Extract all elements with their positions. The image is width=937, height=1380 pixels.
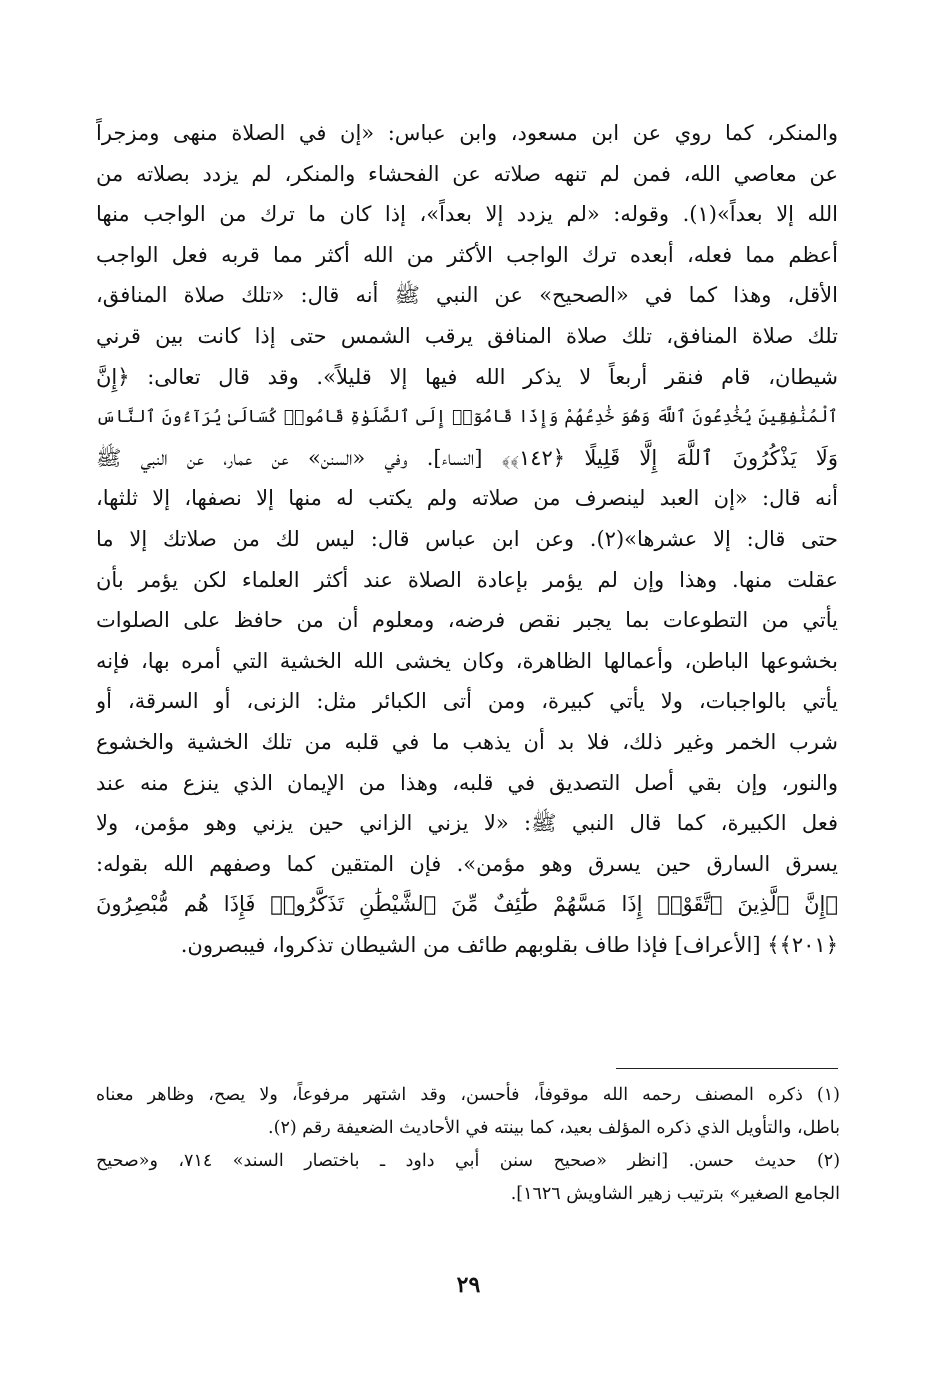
text-line: يسرق السارق حين يسرق وهو مؤمن». فإن المتقين كما وصفهم الله بقوله:: [96, 851, 838, 876]
text-line: أعظم مما فعله، أبعده ترك الواجب الأكثر من الله أكثر مما قربه فعل الواجب: [96, 242, 838, 267]
text-line: تلك صلاة المنافق، تلك صلاة المنافق يرقب الشمس حتى إذا كانت بين قرني: [96, 323, 838, 348]
text-line: شرب الخمر وغير ذلك، فلا بد أن يذهب ما في قلبه من تلك الخشية والخشوع: [96, 729, 838, 754]
quran-verse-line: ﴿إِنَّ ٱلَّذِينَ ٱتَّقَوْا۟ إِذَا مَسَّهُمْ طَٰٓئِفٌ مِّنَ ٱلشَّيْطَٰنِ تَذَكَّرُوا۟ فَإِذَا هُم مُّبْصِرُونَ: [96, 892, 838, 917]
footnote-separator: [616, 1068, 838, 1069]
text-line: يأتي من التطوعات بما يجبر نقص فرضه، ومعلوم أن من حافظ على الصلوات: [96, 608, 838, 633]
footnote-line: باطل، والتأويل الذي ذكره المؤلف بعيد، كما بينته في الأحاديث الضعيفة رقم (٢).: [268, 1118, 840, 1138]
text-line: شيطان، قام فنقر أربعاً لا يذكر الله فيها إلا قليلاً». وقد قال تعالى: ﴿إِنَّ: [96, 364, 838, 389]
text-line: والنور، وإن بقي أصل التصديق في قلبه، وهذا من الإيمان الذي ينزع منه عند: [96, 770, 838, 795]
footnote-line: (١) ذكره المصنف رحمه الله موقوفاً، فأحسن، وقد اشتهر مرفوعاً، ولا يصح، وظاهر معناه: [96, 1085, 840, 1105]
text-line: بخشوعها الباطن، وأعمالها الظاهرة، وكان يخشى الله الخشية التي أمره بها، فإنه: [96, 648, 838, 673]
page-number: ٢٩: [456, 1272, 481, 1298]
text-line: حتى قال: إلا عشرها»(٢). وعن ابن عباس قال: ليس لك من صلاتك إلا ما: [96, 526, 838, 551]
main-text: [96, 113, 838, 965]
quran-verse-line: ٱلْمُنَٰفِقِينَ يُخَٰدِعُونَ ٱللَّهَ وَهُوَ خَٰدِعُهُمْ وَإِذَا قَامُوٓا۟ إِلَى ٱلصَّلَوٰةِ قَامُوا۟ كُسَالَىٰ يُرَآءُونَ ٱلنَّاسَ: [96, 407, 838, 428]
text-line: الله إلا بعداً»(١). وقوله: «لم يزدد إلا بعداً»، إذا كان ما ترك من الواجب منها: [96, 202, 838, 227]
text-line: يأتي بالواجبات، ولا يأتي كبيرة، ومن أتى الكبائر مثل: الزنى، أو السرقة، أو: [96, 689, 838, 714]
footnotes: [96, 1079, 840, 1211]
text-line: والمنكر، كما روي عن ابن مسعود، وابن عباس: «إن في الصلاة منهى ومزجراً: [96, 121, 838, 145]
text-line: فعل الكبيرة، كما قال النبي ﷺ: «لا يزني الزاني حين يزني وهو مؤمن، ولا: [96, 811, 838, 836]
text-line: الأقل، وهذا كما في «الصحيح» عن النبي ﷺ أنه قال: «تلك صلاة المنافق،: [96, 283, 838, 308]
text-line: أنه قال: «إن العبد لينصرف من صلاته ولم يكتب له منها إلا نصفها، إلا ثلثها،: [96, 486, 838, 511]
footnote-line: الجامع الصغير» بترتيب زهير الشاويش ١٦٢٦].: [510, 1184, 840, 1204]
text-line: ﴿٢٠١﴾﴾ [الأعراف] فإذا طاف بقلوبهم طائف من الشيطان تذكروا، فيبصرون.: [180, 932, 838, 957]
quran-verse-line: وَلَا يَذْكُرُونَ ٱللَّهَ إِلَّا قَلِيلًا ﴿١٤٢﴾﴾ [النساء]. وفي «السنن» عن عمار، عن النبي ﷺ: [96, 445, 838, 470]
footnote-line: (٢) حديث حسن. [انظر «صحيح سنن أبي داود ـ باختصار السند» ٧١٤، و«صحيح: [96, 1151, 840, 1171]
text-line: عن معاصي الله، فمن لم تنهه صلاته عن الفحشاء والمنكر، لم يزدد بصلاته من: [96, 161, 838, 186]
text-line: عقلت منها. وهذا وإن لم يؤمر بإعادة الصلاة عند أكثر العلماء لكن يؤمر بأن: [96, 567, 838, 592]
